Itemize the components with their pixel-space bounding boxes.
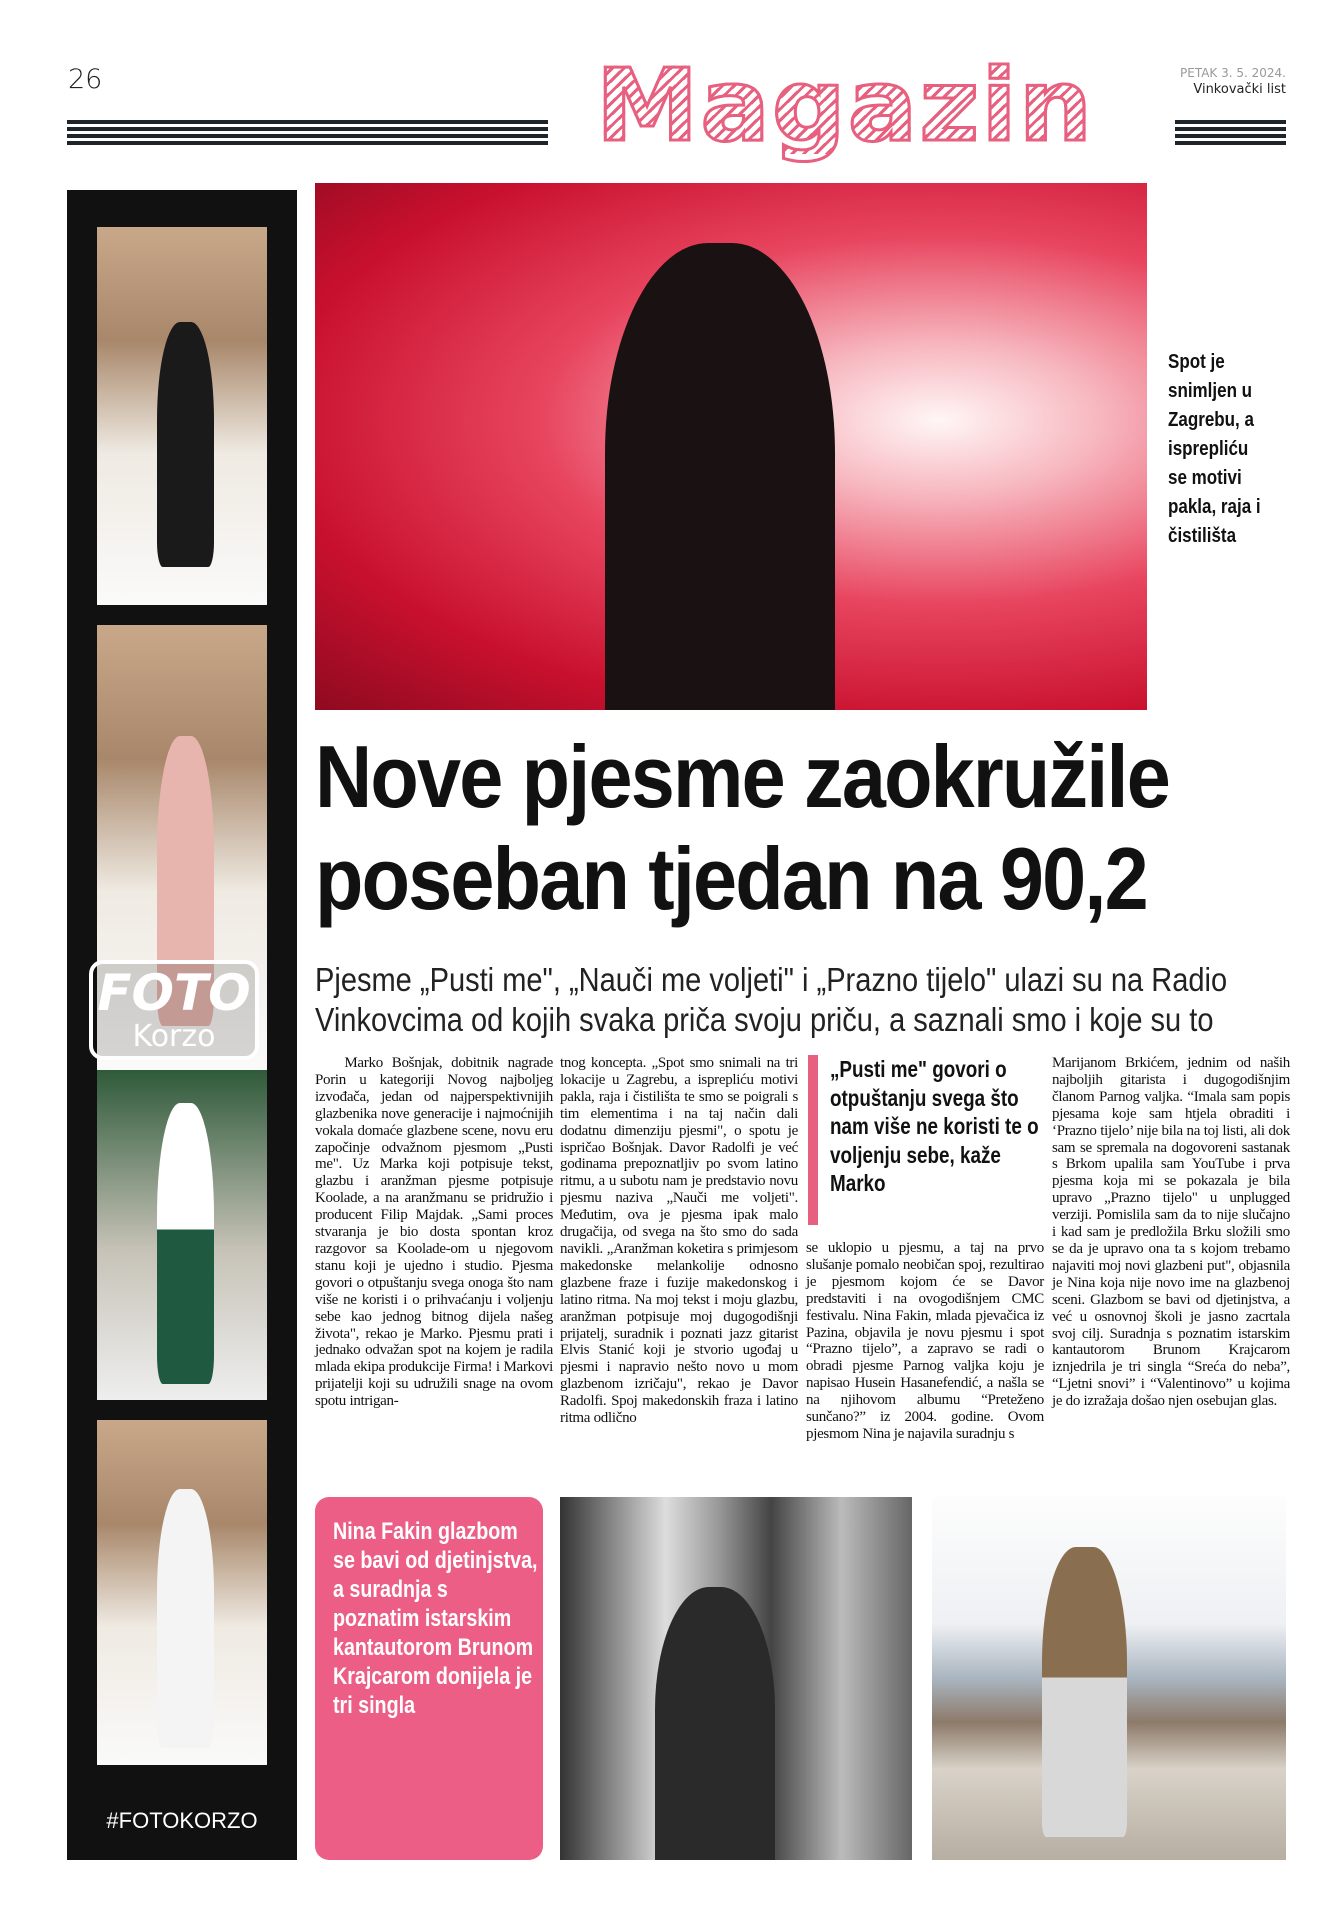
street-photo-4 bbox=[97, 1420, 267, 1765]
article-column-3: se uklopio u pjesmu, a taj na prvo slušanje pomalo neobičan spoj, rezultirao je pjesmom kojom će se Davor predstaviti i na ovogodišnjem CMC festivalu. Nina Fakin, mlada pjevačica iz Pazina, objavila je novu pjesmu i spot “Prazno tijelo”, a zapravo se radi o obradi pjesme Parnog valjka koju je napisao Husein Hasanefendić, a našla se na njihovom albumu “Preteženo sunčano?” iz 2004. godine. Ovom pjesmom Nina je najavila suradnju s bbox=[806, 1240, 1044, 1442]
header-rule-right bbox=[1175, 120, 1286, 147]
highlight-box: Nina Fakin glazbom se bavi od djetinjstva, a suradnja s poznatim istarskim kantautorom Brunom Krajcarom donijela je tri singla bbox=[315, 1497, 543, 1860]
headline: Nove pjesme zaokružile poseban tjedan na 90,2 bbox=[315, 727, 1169, 928]
street-photo-3 bbox=[97, 1070, 267, 1400]
person-figure bbox=[1042, 1547, 1127, 1837]
header-rule-left bbox=[67, 120, 548, 147]
pull-quote: „Pusti me" govori o otpuštanju svega što nam više ne koristi te o voljenju sebe, kaže Marko bbox=[808, 1055, 1044, 1225]
paper-name: Vinkovački list bbox=[1193, 82, 1286, 97]
foto-korzo-sidebar bbox=[67, 190, 297, 1860]
subhead: Pjesme „Pusti me", „Nauči me voljeti" i „Prazno tijelo" ulazi su na Radio Vinkovcima od kojih svaka priča svoju priču, a saznali smo i koje su to bbox=[315, 961, 1228, 1038]
street-photo-1 bbox=[97, 227, 267, 605]
article-column-4: Marijanom Brkićem, jednim od naših najboljih gitarista i dugogodišnjim članom Parnog valjka. “Imala sam popis pjesama koje sam htjela obraditi i ‘Prazno tijelo’ nije bila na toj listi, ali dok sam se spremala na dogovoreni sastanak s Brkom upalila sam YouTube i prva pjesma koja mi se pokazala je bila upravo „Prazno tijelo" u unplugged verziji. Pomislila sam da to nije slučajno i kad sam je predložila Brku složili smo se da je upravo ona ta s kojom trebamo najaviti moj novi glazbeni put", objasnila je Nina koja nije novo ime na glazbenoj sceni. Glazbom se bavi od djetinjstva, a već u osnovnoj školi je jasno zacrtala svoj cilj. Suradnja s poznatim istarskim kantautorom Brunom Krajcarom iznjedrila je tri singla “Sreća do neba”, “Ljetni snovi” i “Valentinovo” u kojima je do izražaja došao njen osebujan glas. bbox=[1052, 1055, 1290, 1410]
singer-figure bbox=[605, 243, 835, 710]
page-number: 26 bbox=[68, 64, 103, 95]
person-figure bbox=[655, 1587, 775, 1860]
foto-korzo-logo: FOTO Korzo bbox=[89, 960, 259, 1060]
man-on-terrace-photo bbox=[932, 1497, 1286, 1860]
hashtag-fotokorzo: #FOTOKORZO bbox=[106, 1808, 258, 1833]
article-column-1: Marko Bošnjak, dobitnik nagrade Porin u kategoriji Novog najboljeg izvođača, jedan od najperspektivnijih glazbenika nove generacije i najmoćnijih vokala domaće glazbene scene, novu eru započinje odvažnom pjesmom „Pusti me". Uz Marka koji potpisuje tekst, glazbu i aranžman pjesme potpisuje Koolade, a na aranžmanu se pridružio i producent Filip Majdak. „Sami proces stvaranja je bio dosta spontan kroz razgovor sa Koolade-om u njegovom stanu koji je ujedno i studio. Pjesma govori o otpuštanju svega onoga što nam više ne koristi i o prihvaćanju i voljenju sebe kao jednog bitnog dijela našeg života", rekao je Marko. Pjesmu prati i jednako odvažan spot na kojem je radila mlada ekipa produkcije Firma! i Markovi prijatelji koji su udružili snage na ovom spotu intrigan- bbox=[315, 1055, 553, 1410]
article-column-2: tnog koncepta. „Spot smo snimali na tri lokacije u Zagrebu, a isprepliću motivi pakla, raja i čistilišta te smo se poigrali s tim elementima i na taj način dali dodatnu dimenziju pjesmi", o spotu je ispričao Bošnjak. Davor Radolfi je već godinama prepoznatljiv po svom latino ritmu, a u subotu nam je predstavio novu pjesmu naziva „Nauči me voljeti". Međutim, ova je pjesma ipak malo drugačija, od svega na što smo do sada navikli. „Aranžman koketira s primjesom makedonske melankolije odnosno glazbene fraze i fuzije makedonskog i latino ritma. Na moj tekst i moju glazbu, aranžman potpisuje moj dugogodišnji prijatelj, suradnik i poznati jazz gitarist Elvis Stanić koji je stvorio ugođaj u pjesmi i napravio nešto novo u mom glazbenom izričaju", rekao je Davor Radolfi. Spoj makedonskih fraza i latino ritma odlično bbox=[560, 1055, 798, 1427]
photo-caption: Spot je snimljen u Zagrebu, a isprepliću se motivi pakla, raja i čistilišta bbox=[1168, 351, 1261, 547]
nina-fakin-photo bbox=[560, 1497, 912, 1860]
magazin-logo: Magazin bbox=[574, 58, 1116, 154]
issue-date: PETAK 3. 5. 2024. bbox=[1180, 66, 1286, 80]
main-photo bbox=[315, 183, 1147, 710]
